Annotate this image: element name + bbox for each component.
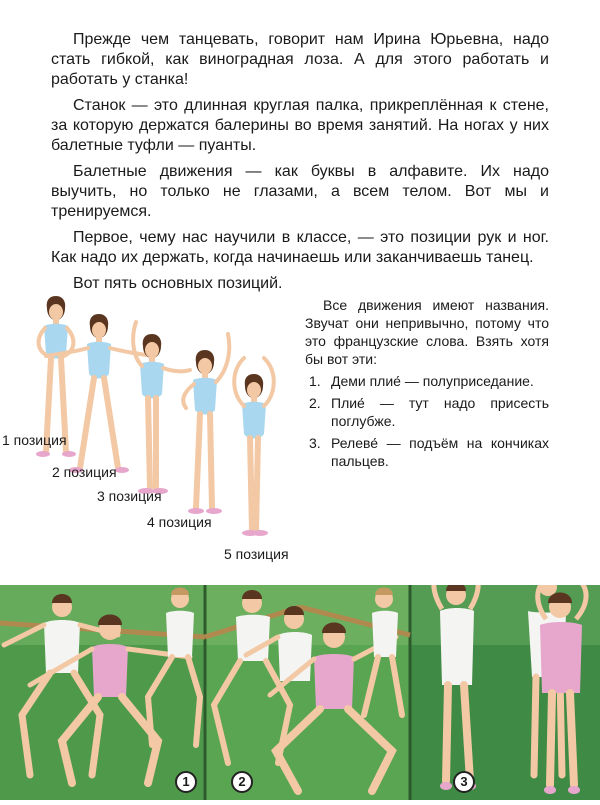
paragraph: Прежде чем танцевать, говорит нам Ирина Юрьевна, надо стать гибкой, как виноградная лоза. А для этого работать и работать у станка! bbox=[51, 31, 549, 88]
main-text bbox=[51, 30, 549, 294]
position-label: 2 позиция bbox=[52, 464, 117, 480]
dancer-figure bbox=[222, 350, 286, 540]
list-item bbox=[305, 434, 549, 470]
position-label: 1 позиция bbox=[2, 432, 67, 448]
sidebar-intro: Все движения имеют названия. Звучат они непривычно, потому что это французские слова. Взять хотя бы вот эти: bbox=[305, 297, 549, 367]
exercise-illustration bbox=[0, 585, 600, 800]
panel-number: 3 bbox=[453, 771, 475, 793]
sidebar-text bbox=[305, 296, 549, 474]
item-number: 1. bbox=[309, 373, 321, 389]
item-text: Деми плие́ — полуприседание. bbox=[331, 373, 534, 389]
item-text: Плие́ — тут надо присесть поглубже. bbox=[331, 395, 549, 429]
item-text: Релеве́ — подъём на кончиках пальцев. bbox=[331, 435, 549, 469]
paragraph: Станок — это длинная круглая палка, прикреплённая к стене, за которую держатся балерины во время занятий. На ногах у них балетные туфли — пуанты. bbox=[51, 97, 549, 154]
paragraph: Балетные движения — как буквы в алфавите. Их надо выучить, но только не глазами, а всем телом. Вот мы и тренируемся. bbox=[51, 163, 549, 220]
exercise-scene bbox=[0, 585, 600, 800]
list-item bbox=[305, 372, 549, 390]
paragraph: Первое, чему нас научили в классе, — это позиции рук и ног. Как надо их держать, когда начинаешь или заканчиваешь танец. bbox=[51, 229, 549, 266]
panel-number: 1 bbox=[175, 771, 197, 793]
item-number: 2. bbox=[309, 395, 321, 411]
paragraph: Вот пять основных позиций. bbox=[73, 275, 283, 292]
list-item bbox=[305, 394, 549, 430]
position-label: 4 позиция bbox=[147, 514, 212, 530]
position-label: 5 позиция bbox=[224, 546, 289, 562]
item-number: 3. bbox=[309, 435, 321, 451]
position-label: 3 позиция bbox=[97, 488, 162, 504]
positions-illustration bbox=[0, 286, 300, 576]
terms-list bbox=[305, 372, 549, 470]
panel-number: 2 bbox=[231, 771, 253, 793]
